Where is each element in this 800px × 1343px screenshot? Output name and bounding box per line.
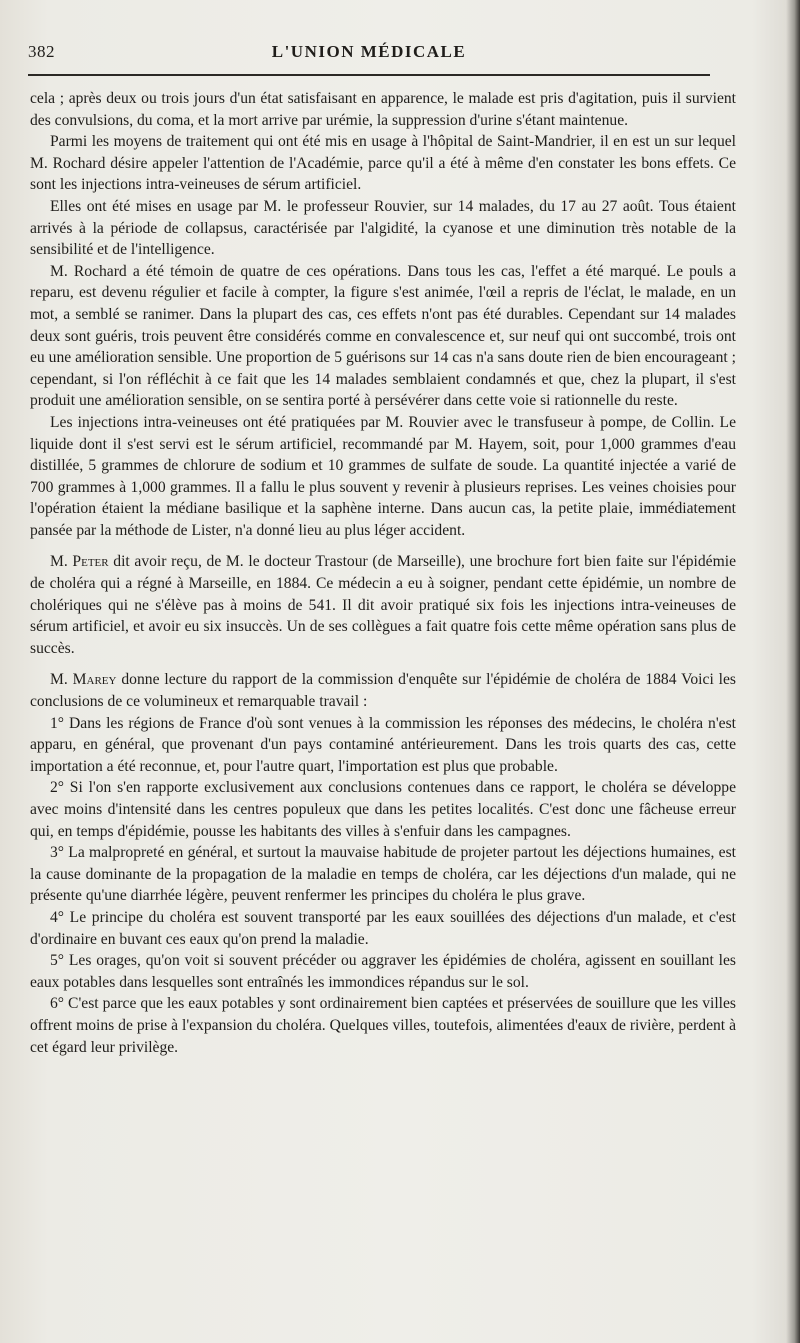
paragraph: M. Rochard a été témoin de quatre de ces opérations. Dans tous les cas, l'effet a été marqué. Le pouls a reparu, est devenu régulier et facile à compter, la figure s'est animée, l'œil a repris de l'éclat, le malade, en un mot, a semblé se ranimer. Dans la plupart des cas, ces effets n'ont pas été durables. Cependant sur 14 malades deux sont guéris, trois peuvent être considérés comme en convalescence et, sur neuf qui ont succombé, trois ont eu une amélioration sensible. Une proportion de 5 guérisons sur 14 cas n'a sans doute rien de bien encourageant ; cependant, si l'on réfléchit à ce fait que les 14 malades semblaient condamnés et que, chez la plupart, il s'est produit une amélioration sensible, on se sentira porté à persévérer dans cette voie si rationnelle du reste.: [30, 262, 736, 410]
conclusion-item: 4° Le principe du choléra est souvent transporté par les eaux souillées des déjections d'un malade, et c'est d'ordinaire en buvant ces eaux qu'on prend la maladie.: [30, 908, 736, 948]
paragraph: Elles ont été mises en usage par M. le professeur Rouvier, sur 14 malades, du 17 au 27 août. Tous étaient arrivés à la période de collapsus, caractérisée par l'algidité, la cyanose et une diminution très notable de la sensibilité et de l'intelligence.: [30, 197, 736, 259]
conclusion-item: 5° Les orages, qu'on voit si souvent précéder ou aggraver les épidémies de choléra, agissent en souillant les eaux potables dans lesquelles sont entraînés les immondices répandus sur le sol.: [30, 952, 736, 991]
article-body: [30, 88, 736, 1058]
paragraph: Les injections intra-veineuses ont été pratiquées par M. Rouvier avec le transfuseur à pompe, de Collin. Le liquide dont il s'est servi est le sérum artificiel, recommandé par M. Hayem, soit, pour 1,000 grammes d'eau distillée, 5 grammes de chlorure de sodium et 10 grammes de sulfate de soude. La quantité injectée a varié de 700 grammes à 1,000 grammes. Il a fallu le plus souvent y revenir à plusieurs reprises. Les veines choisies pour l'opération étaient la médiane basilique et la saphène interne. Dans aucun cas, la petite plaie, immédiatement pansée par la méthode de Lister, n'a donné lieu au plus léger accident.: [30, 413, 736, 539]
conclusion-item: 1° Dans les régions de France d'où sont venues à la commission les réponses des médecins, le choléra n'est apparu, en général, que provenant d'un pays contaminé antérieurement. Dans les trois quarts des cas, cette importation a été reconnue, et, pour l'autre quart, l'importation est plus que probable.: [30, 714, 736, 775]
paragraph: Parmi les moyens de traitement qui ont été mis en usage à l'hôpital de Saint-Mandrier, il en est un sur lequel M. Rochard désire appeler l'attention de l'Académie, parce qu'il a été à même d'en constater les bons effets. Ce sont les injections intra-veineuses de sérum artificiel.: [30, 133, 736, 194]
running-title: L'UNION MÉDICALE: [271, 42, 467, 61]
speaker-name: M. Peter: [50, 553, 109, 571]
paragraph: [30, 669, 736, 712]
conclusion-item: 3° La malpropreté en général, et surtout la mauvaise habitude de projeter partout les déjections humaines, est la cause dominante de la propagation de la maladie en temps de choléra, car les déjections d'un malade, qui ne présente qu'une diarrhée légère, peuvent renfermer les principes du choléra le plus grave.: [30, 844, 736, 905]
header-rule: [28, 74, 710, 76]
speaker-name: M. Marey: [50, 671, 117, 689]
conclusion-item: 6° C'est parce que les eaux potables y sont ordinairement bien captées et préservées de souillure que les villes offrent moins de prise à l'expansion du choléra. Quelques villes, toutefois, alimentées d'eaux de rivière, perdent à cet égard leur privilège.: [30, 995, 736, 1056]
conclusion-item: 2° Si l'on s'en rapporte exclusivement aux conclusions contenues dans ce rapport, le choléra se développe avec moins d'intensité dans les centres populeux que dans les petites localités. C'est donc une fâcheuse erreur qui, en temps d'épidémie, pousse les habitants des villes à s'enfuir dans les campagnes.: [30, 779, 736, 840]
paragraph-text: donne lecture du rapport de la commission d'enquête sur l'épidémie de choléra de 1884 Voici les conclusions de ce volumineux et remarquable travail :: [30, 671, 736, 711]
page-header: [28, 42, 710, 72]
paragraph: [30, 551, 736, 659]
binding-shadow: [786, 0, 800, 1343]
paragraph-text: dit avoir reçu, de M. le docteur Trastour (de Marseille), une brochure fort bien faite sur l'épidémie de choléra qui a régné à Marseille, en 1884. Ce médecin a eu à soigner, pendant cette épidémie, un nombre de cholériques qui ne s'élève pas à moins de 541. Il dit avoir pratiqué six fois les injections intra-veineuses de sérum artificiel, et avoir eu six insuccès. Un de ses collègues a fait quatre fois cette même opération sans plus de succès.: [30, 553, 736, 657]
page-number: 382: [28, 42, 55, 61]
paragraph: cela ; après deux ou trois jours d'un état satisfaisant en apparence, le malade est pris d'agitation, puis il survient des convulsions, du coma, et la mort arrive par urémie, la suppression d'urine s'étant maintenue.: [30, 90, 736, 129]
